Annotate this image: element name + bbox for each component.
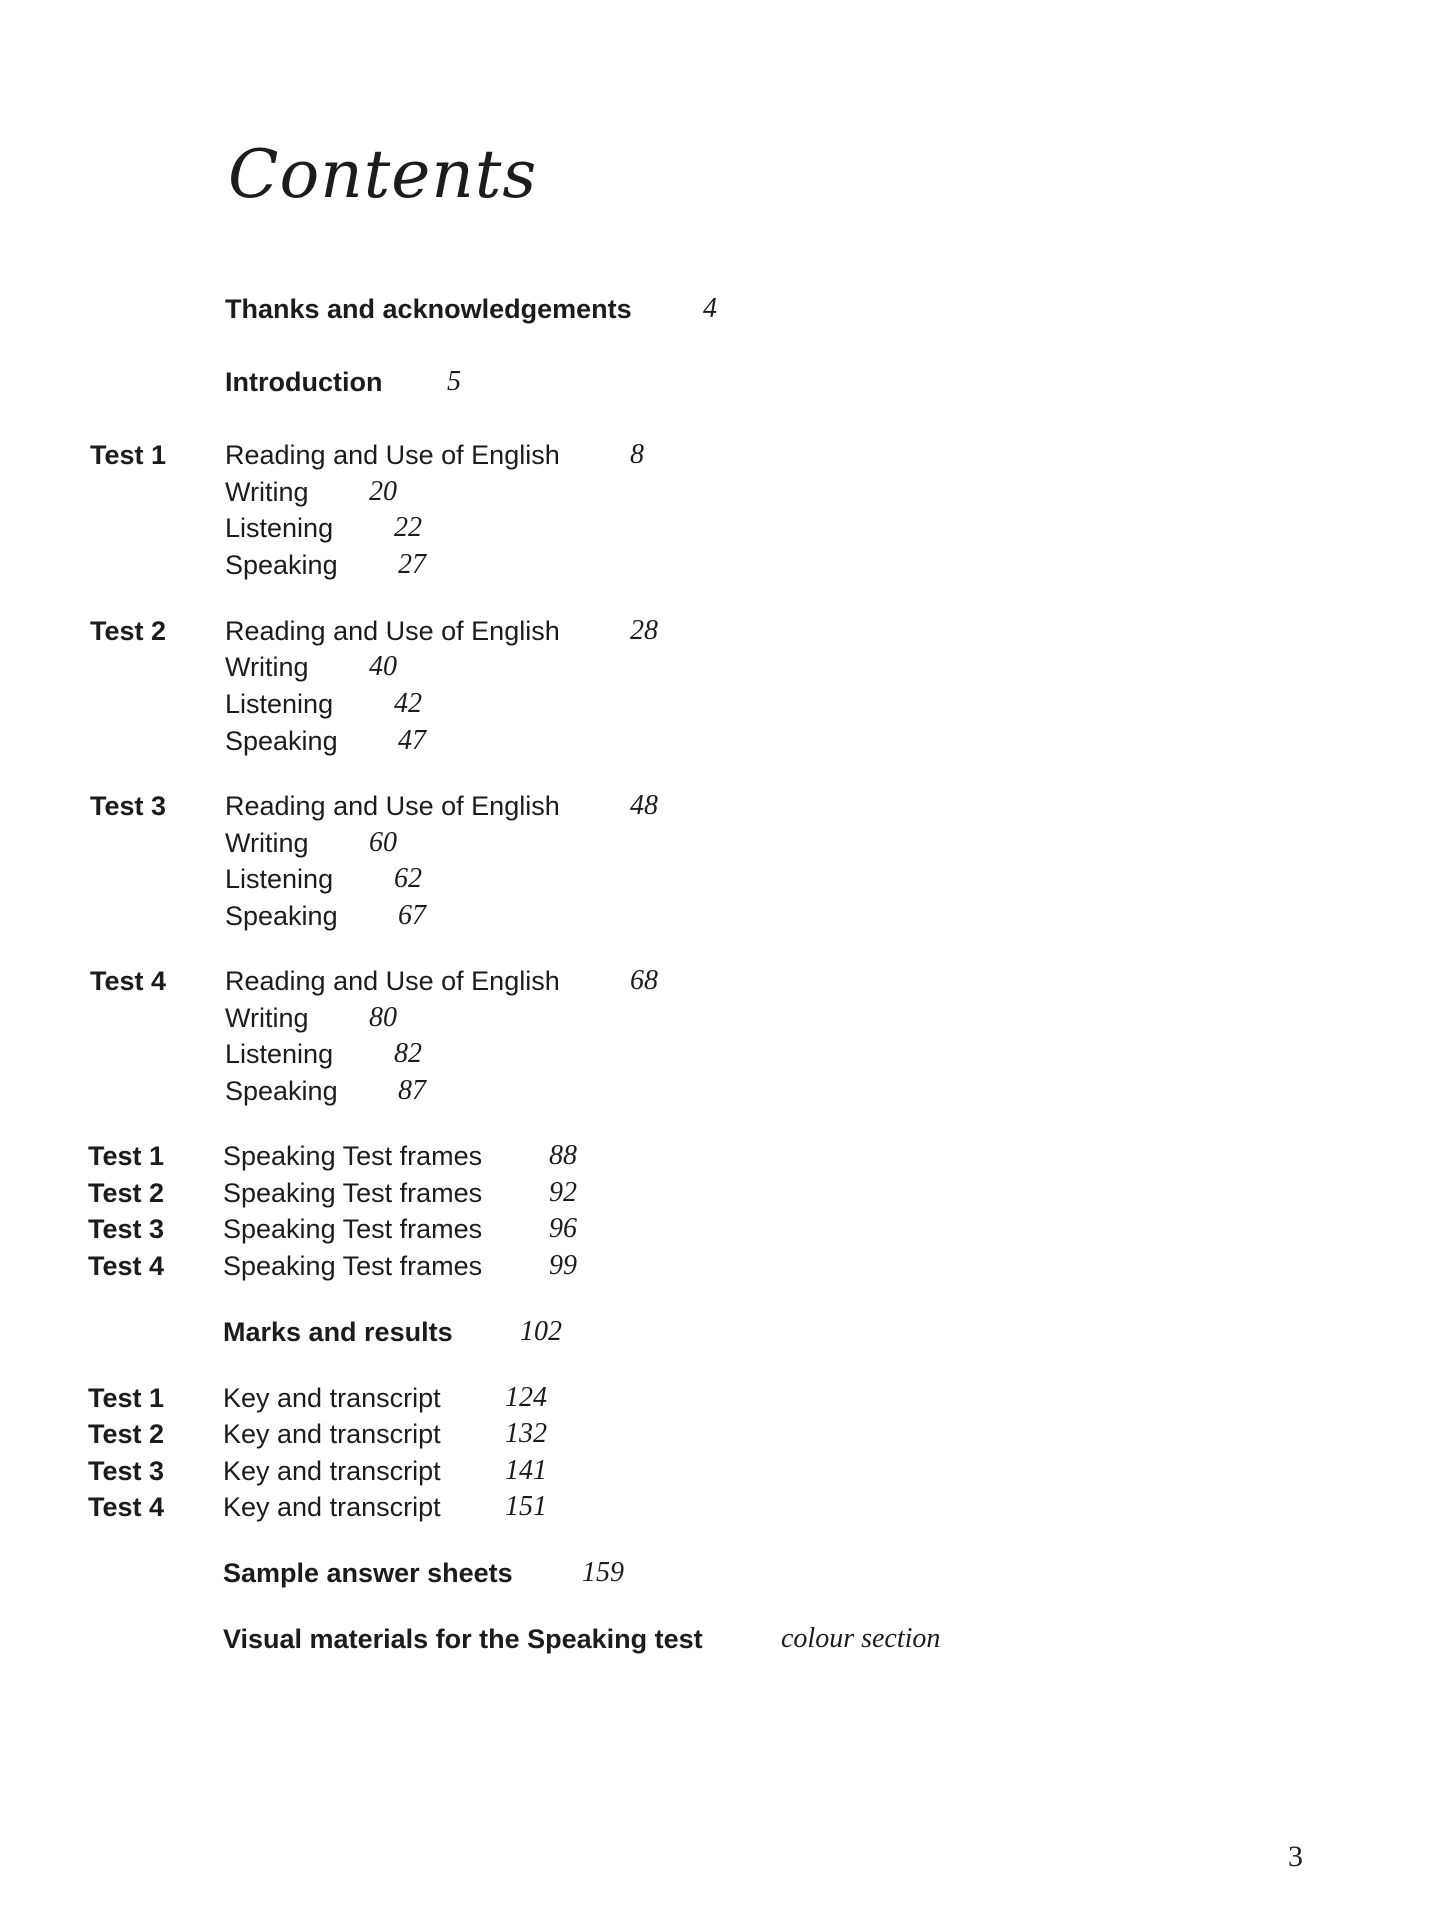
entry-page: 92: [549, 1177, 577, 1208]
entry-page: 4: [703, 293, 717, 324]
entry-label: Speaking Test frames: [223, 1214, 483, 1244]
entry-page: 20: [369, 476, 397, 507]
entry-label: Introduction: [225, 367, 383, 397]
entry-label: Speaking Test frames: [223, 1251, 483, 1281]
entry-page: 40: [369, 651, 397, 682]
test-label: Test 3: [90, 791, 167, 821]
test-label: Test 3: [88, 1456, 165, 1486]
entry-label: Writing: [225, 828, 309, 858]
entry-page: 28: [630, 615, 658, 646]
entry-label: Key and transcript: [223, 1492, 441, 1522]
entry-page: 88: [549, 1140, 577, 1171]
toc-entry-introduction[interactable]: [225, 364, 485, 400]
entry-page: 8: [630, 439, 644, 470]
entry-label: Speaking: [225, 726, 338, 756]
toc-entry[interactable]: [225, 510, 465, 546]
entry-page: 102: [520, 1316, 562, 1347]
toc-entry[interactable]: [223, 1453, 603, 1489]
entry-label: Speaking: [225, 550, 338, 580]
entry-page: 68: [630, 965, 658, 996]
entry-page: 42: [394, 688, 422, 719]
test-label: Test 2: [88, 1178, 165, 1208]
toc-entry[interactable]: [225, 825, 465, 861]
entry-page: 27: [398, 549, 426, 580]
toc-entry[interactable]: [225, 686, 465, 722]
toc-entry[interactable]: [225, 649, 465, 685]
entry-label: Key and transcript: [223, 1383, 441, 1413]
test-label: Test 1: [88, 1141, 165, 1171]
test-label: Test 4: [88, 1251, 165, 1281]
entry-page: 48: [630, 790, 658, 821]
test-label: Test 2: [88, 1419, 165, 1449]
toc-entry[interactable]: [225, 1073, 465, 1109]
toc-entry[interactable]: [225, 474, 465, 510]
test-label: Test 2: [90, 616, 167, 646]
entry-page: 151: [505, 1491, 547, 1522]
toc-entry[interactable]: [223, 1211, 603, 1247]
toc-entry[interactable]: [225, 547, 465, 583]
entry-label: Listening: [225, 1039, 334, 1069]
entry-page: 96: [549, 1213, 577, 1244]
toc-entry[interactable]: [225, 963, 675, 999]
entry-page: 99: [549, 1250, 577, 1281]
entry-label: Marks and results: [223, 1317, 453, 1347]
entry-label: Speaking: [225, 1076, 338, 1106]
entry-page: colour section: [781, 1623, 941, 1654]
entry-label: Key and transcript: [223, 1419, 441, 1449]
toc-entry[interactable]: [223, 1248, 603, 1284]
entry-label: Writing: [225, 652, 309, 682]
entry-page: 159: [582, 1557, 624, 1588]
entry-label: Listening: [225, 689, 334, 719]
toc-entry[interactable]: [223, 1380, 603, 1416]
entry-label: Thanks and acknowledgements: [225, 294, 632, 324]
test-label: Test 1: [88, 1383, 165, 1413]
entry-label: Key and transcript: [223, 1456, 441, 1486]
toc-entry[interactable]: [223, 1175, 603, 1211]
page-title: Contents: [228, 136, 538, 213]
entry-page: 5: [447, 366, 461, 397]
entry-label: Speaking Test frames: [223, 1141, 483, 1171]
entry-page: 47: [398, 725, 426, 756]
entry-label: Sample answer sheets: [223, 1558, 513, 1588]
test-label: Test 4: [88, 1492, 165, 1522]
entry-label: Listening: [225, 513, 334, 543]
page-number: 3: [1288, 1840, 1303, 1873]
entry-page: 80: [369, 1002, 397, 1033]
toc-entry[interactable]: [223, 1138, 603, 1174]
entry-label: Writing: [225, 477, 309, 507]
entry-page: 62: [394, 863, 422, 894]
toc-entry[interactable]: [225, 1000, 465, 1036]
entry-label: Listening: [225, 864, 334, 894]
toc-entry[interactable]: [225, 723, 465, 759]
toc-entry[interactable]: [225, 1036, 465, 1072]
entry-page: 67: [398, 900, 426, 931]
toc-entry-marks[interactable]: [223, 1314, 603, 1350]
entry-label: Speaking: [225, 901, 338, 931]
entry-page: 87: [398, 1075, 426, 1106]
test-label: Test 3: [88, 1214, 165, 1244]
toc-entry-sample-sheets[interactable]: [223, 1555, 643, 1591]
toc-entry-thanks[interactable]: [225, 291, 745, 327]
entry-label: Reading and Use of English: [225, 440, 560, 470]
entry-page: 22: [394, 512, 422, 543]
test-label: Test 1: [90, 440, 167, 470]
entry-label: Reading and Use of English: [225, 966, 560, 996]
toc-entry[interactable]: [225, 788, 675, 824]
toc-entry[interactable]: [225, 437, 665, 473]
toc-entry[interactable]: [223, 1489, 603, 1525]
entry-page: 141: [505, 1455, 547, 1486]
toc-entry[interactable]: [225, 861, 465, 897]
entry-page: 124: [505, 1382, 547, 1413]
entry-label: Writing: [225, 1003, 309, 1033]
entry-page: 82: [394, 1038, 422, 1069]
entry-label: Visual materials for the Speaking test: [223, 1624, 703, 1654]
toc-entry[interactable]: [225, 613, 675, 649]
entry-label: Reading and Use of English: [225, 791, 560, 821]
entry-page: 132: [505, 1418, 547, 1449]
entry-page: 60: [369, 827, 397, 858]
toc-entry[interactable]: [223, 1416, 603, 1452]
entry-label: Speaking Test frames: [223, 1178, 483, 1208]
toc-entry[interactable]: [225, 898, 465, 934]
test-label: Test 4: [90, 966, 167, 996]
toc-entry-visual-materials[interactable]: [223, 1621, 983, 1657]
entry-label: Reading and Use of English: [225, 616, 560, 646]
